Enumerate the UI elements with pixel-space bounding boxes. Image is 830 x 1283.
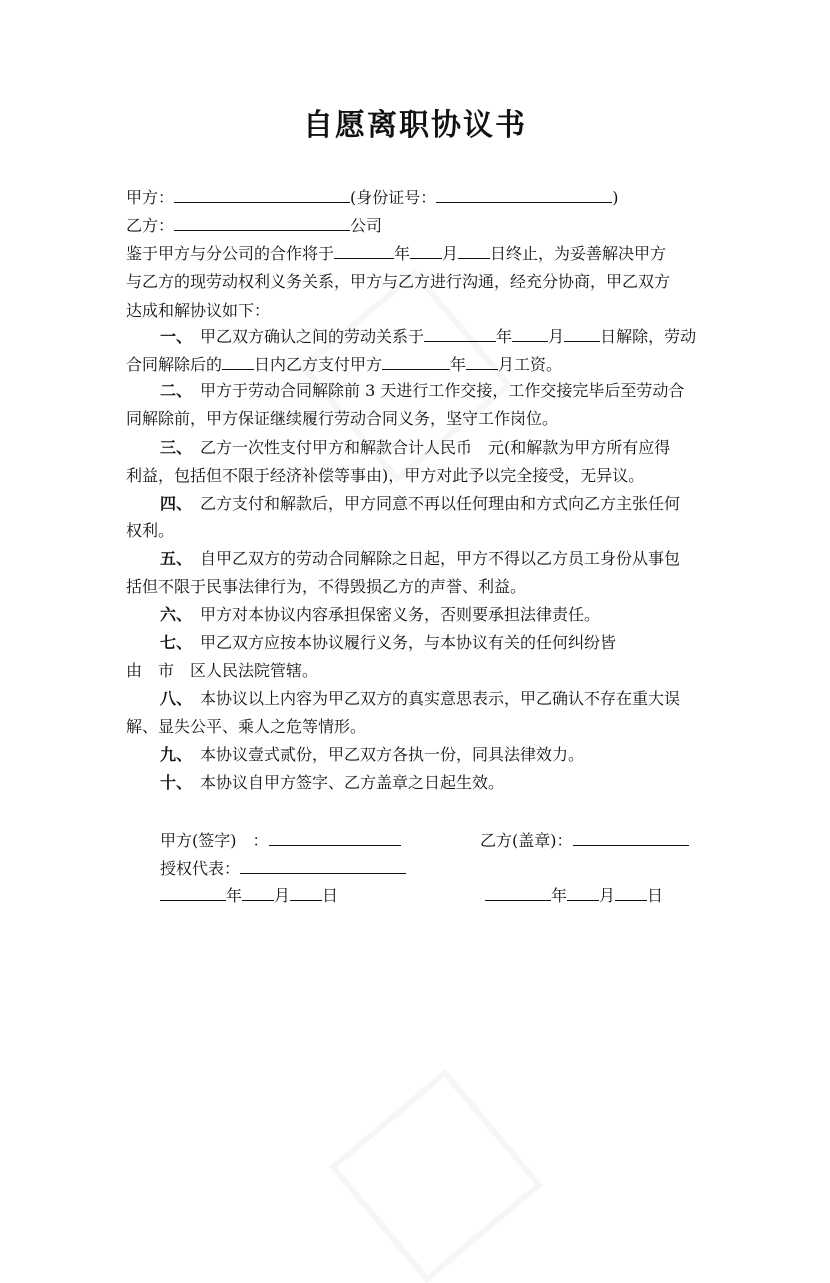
document-title: 自愿离职协议书 [303,108,527,143]
clause-8-line-2: 解、显失公平、乘人之危等情形。 [126,717,367,736]
authorized-representative: 授权代表： [160,857,440,880]
clause-9-line-1: 九、 本协议壹式贰份，甲乙双方各执一份，同具法律效力。 [160,745,585,764]
clause-8-line-1: 八、 本协议以上内容为甲乙双方的真实意思表示，甲乙确认不存在重大误 [160,689,681,708]
clause-10-line-1: 十、 本协议自甲方签字、乙方盖章之日起生效。 [160,773,505,792]
date-blank[interactable] [410,242,442,259]
clause-4-line-1: 四、 乙方支付和解款后，甲方同意不再以任何理由和方式向乙方主张任何 [160,494,681,513]
date-blank[interactable] [382,353,450,370]
date-blank[interactable] [290,884,322,901]
date-blank[interactable] [512,325,548,342]
clause-4-line-2: 权利。 [126,521,175,540]
clause-2-line-2: 同解除前，甲方保证继续履行劳动合同义务，坚守工作岗位。 [126,409,559,428]
intro-line-2: 与乙方的现劳动权利义务关系，甲方与乙方进行沟通，经充分协商，甲乙双方 [126,272,671,291]
party-b-seal: 乙方(盖章)： [480,829,720,852]
date-blank[interactable] [615,884,647,901]
date-blank[interactable] [485,884,551,901]
clause-7-line-1: 七、 甲乙双方应按本协议履行义务，与本协议有关的任何纠纷皆 [160,633,617,652]
party-a-signature: 甲方(签字) ： [160,829,440,852]
clause-3-line-1: 三、 乙方一次性支付甲方和解款合计人民币 元(和解款为甲方所有应得 [160,438,671,457]
date-blank[interactable] [466,353,498,370]
date-blank[interactable] [160,884,226,901]
intro-line-3: 达成和解协议如下： [126,301,271,320]
party-a-line: 甲方： (身份证号： ) [126,188,619,207]
party-a-id-blank[interactable] [436,186,612,203]
days-blank[interactable] [222,353,254,370]
clause-1-line-2: 合同解除后的 日内乙方支付甲方 年 月工资。 [126,355,563,374]
party-b-date: 年 月 日 [485,884,745,907]
party-a-date: 年 月 日 [160,884,420,907]
date-blank[interactable] [424,325,496,342]
signature-blank[interactable] [269,829,401,846]
clause-1-line-1: 一、 甲乙双方确认之间的劳动关系于 年 月 日解除，劳动 [160,327,697,346]
party-a-blank[interactable] [174,186,350,203]
seal-blank[interactable] [573,829,689,846]
party-b-blank[interactable] [174,214,350,231]
representative-blank[interactable] [240,857,406,874]
date-blank[interactable] [334,242,394,259]
clause-6-line-1: 六、 甲方对本协议内容承担保密义务，否则要承担法律责任。 [160,605,601,624]
clause-7-line-2: 由 市 区人民法院管辖。 [126,661,319,680]
clause-3-line-2: 利益，包括但不限于经济补偿等事由)，甲方对此予以完全接受，无异议。 [126,466,645,485]
clause-5-line-1: 五、 自甲乙双方的劳动合同解除之日起，甲方不得以乙方员工身份从事包 [160,549,681,568]
date-blank[interactable] [564,325,600,342]
watermark-shape [329,1069,543,1283]
clause-2-line-1: 二、 甲方于劳动合同解除前 3 天进行工作交接，工作交接完毕后至劳动合 [160,381,685,400]
date-blank[interactable] [242,884,274,901]
clause-5-line-2: 括但不限于民事法律行为，不得毁损乙方的声誉、利益。 [126,577,527,596]
date-blank[interactable] [458,242,490,259]
date-blank[interactable] [567,884,599,901]
intro-line-1: 鉴于甲方与分公司的合作将于 年 月 日终止，为妥善解决甲方 [126,244,667,263]
party-b-line: 乙方： 公司 [126,216,383,235]
